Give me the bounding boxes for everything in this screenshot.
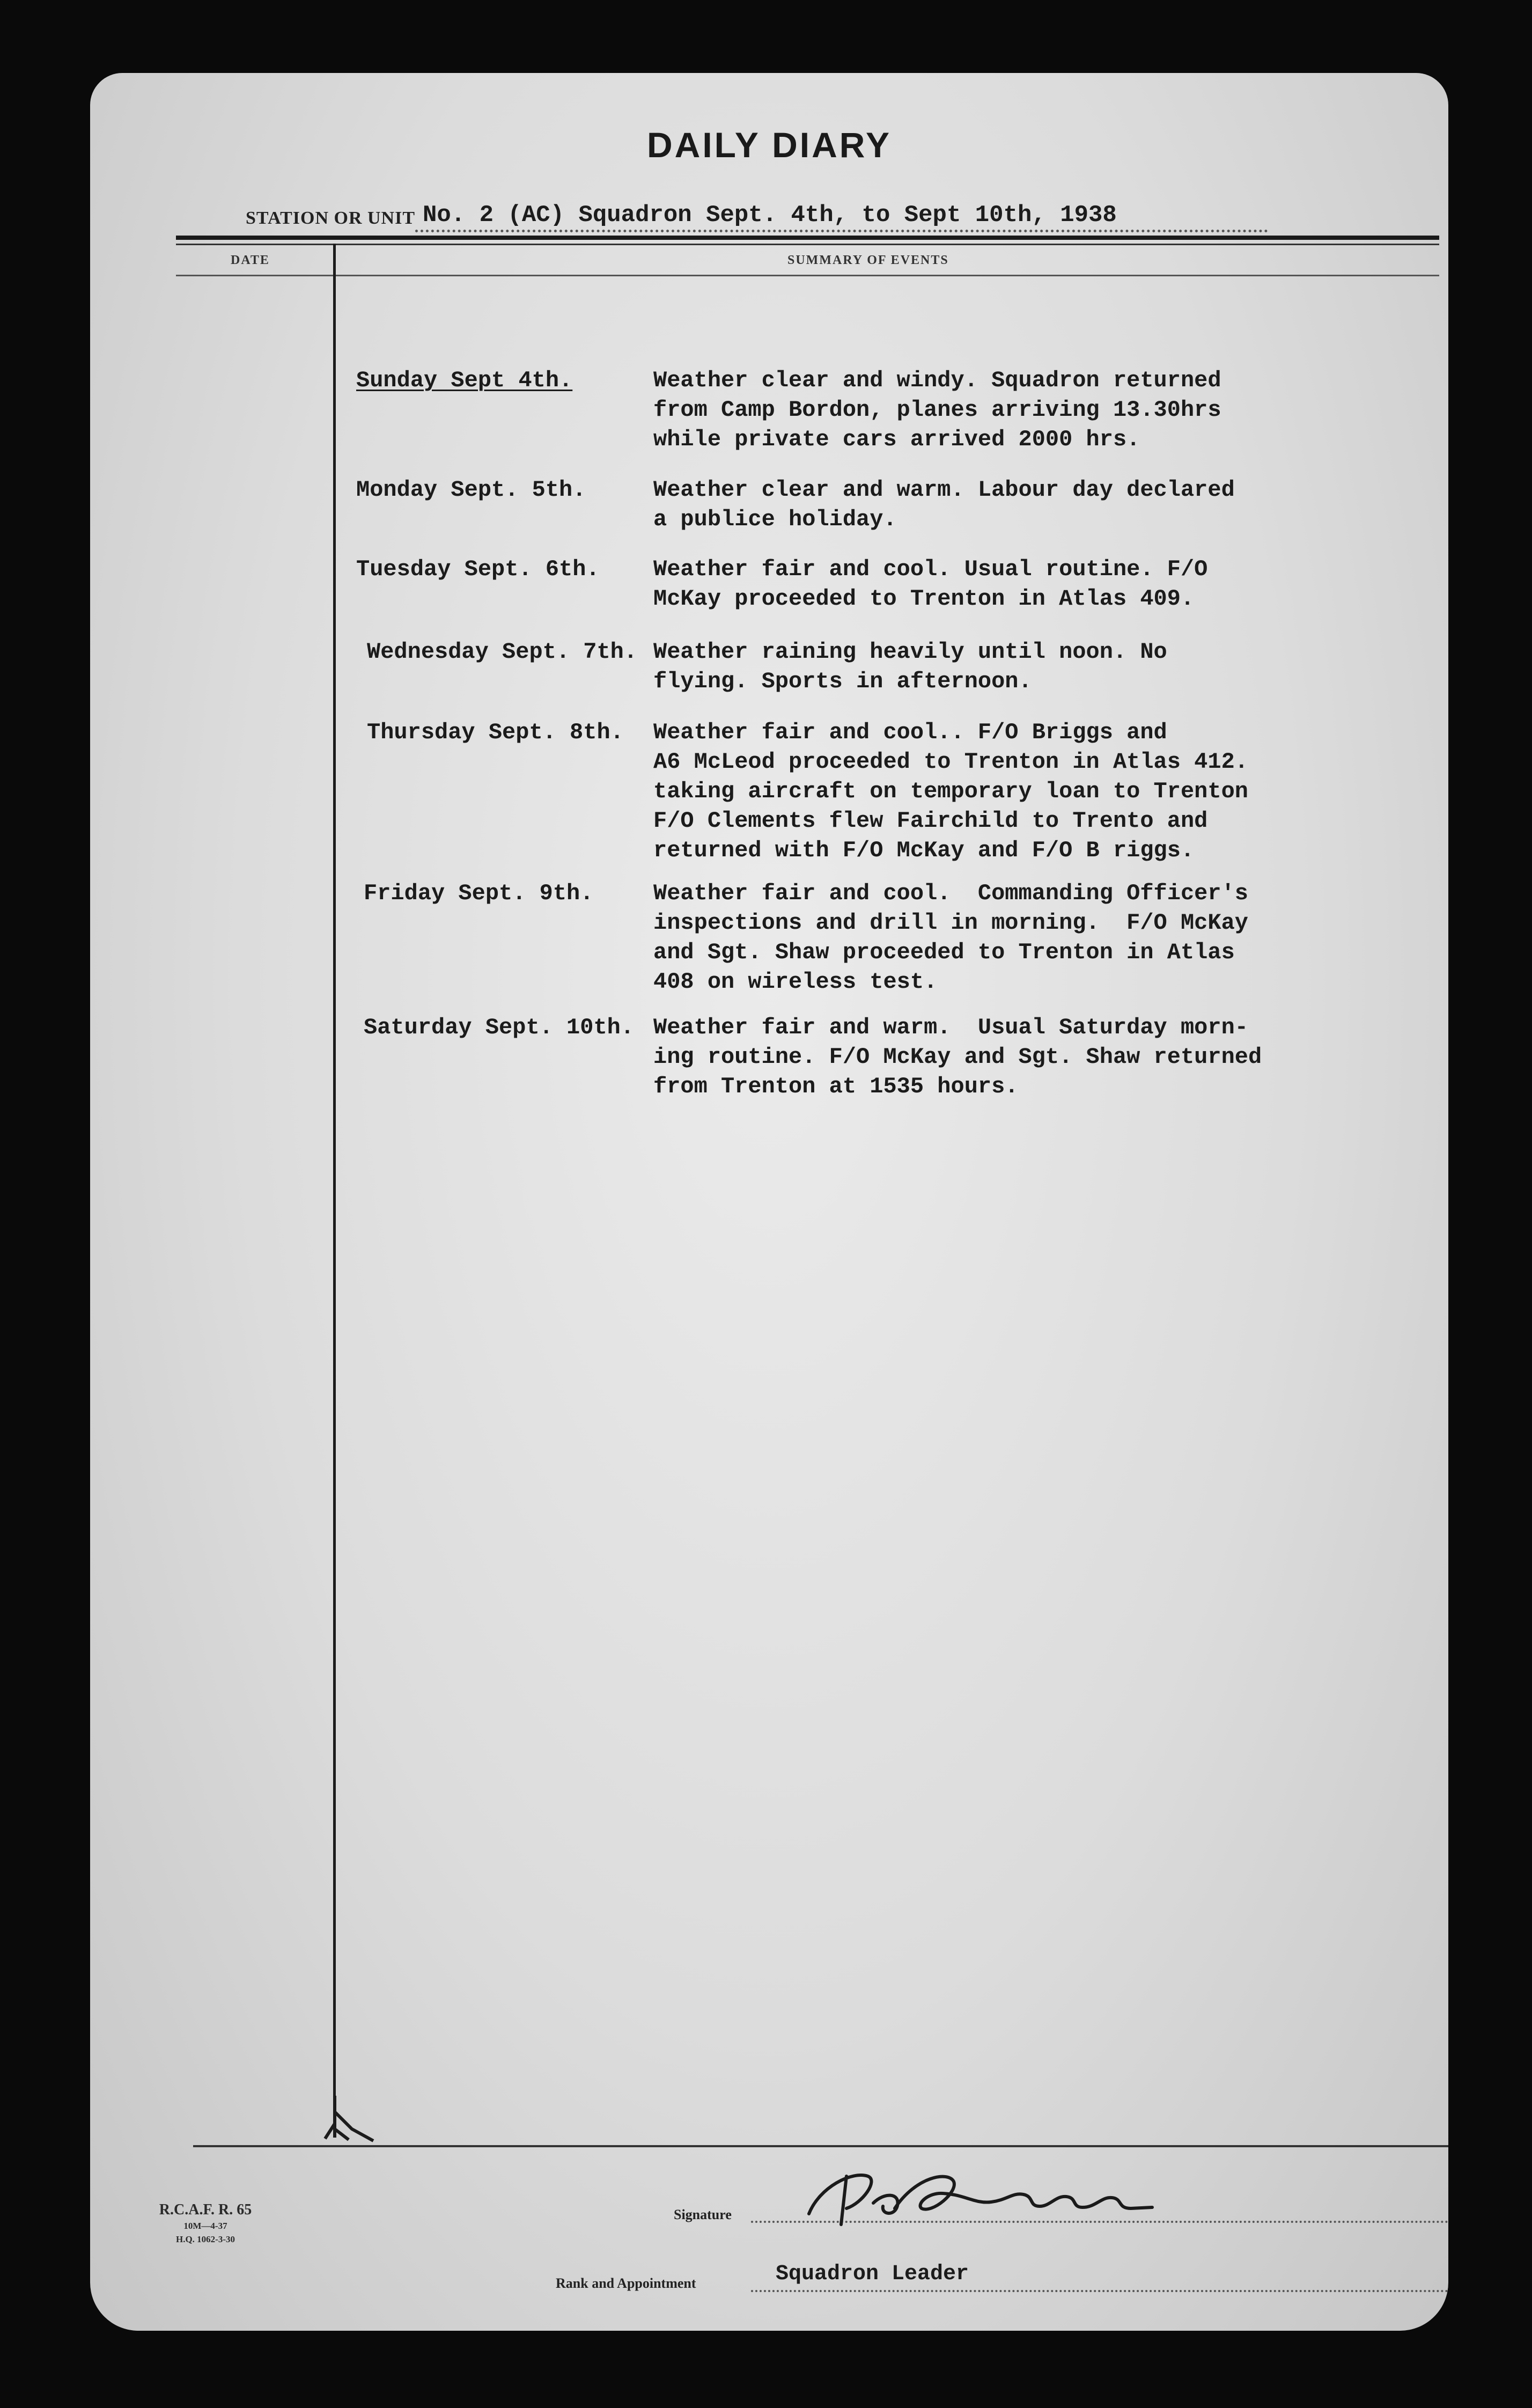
handwritten-signature <box>787 2155 1174 2235</box>
entry-date: Wednesday Sept. 7th. <box>367 639 638 665</box>
entry-date: Monday Sept. 5th. <box>356 477 586 503</box>
entry-date: Saturday Sept. 10th. <box>364 1015 635 1040</box>
print-code: 10M—4-37 <box>183 2221 227 2231</box>
diary-sheet <box>90 73 1448 2331</box>
column-header-date: DATE <box>231 253 270 267</box>
entry-summary: Weather clear and warm. Labour day declared a publice holiday. <box>653 477 1235 532</box>
entry-date: Sunday Sept 4th. <box>356 368 573 393</box>
column-header-rule <box>176 275 1439 276</box>
form-identifier <box>144 2201 267 2246</box>
entry-summary: Weather fair and warm. Usual Saturday morn- ing routine. F/O McKay and Sgt. Shaw returned from Trenton at 1535 hours. <box>653 1015 1262 1099</box>
entry-summary: Weather raining heavily until noon. No flying. Sports in afternoon. <box>653 639 1167 694</box>
entry-summary: Weather clear and windy. Squadron returned from Camp Bordon, planes arriving 13.30hrs while private cars arrived 2000 hrs. <box>653 368 1221 452</box>
rank-line <box>751 2290 1448 2292</box>
station-label: STATION OR UNIT <box>246 208 416 228</box>
station-value: No. 2 (AC) Squadron Sept. 4th, to Sept 10th, 1938 <box>423 202 1117 229</box>
entry-summary: Weather fair and cool. Commanding Officer's inspections and drill in morning. F/O McKay and Sgt. Shaw proceeded to Trenton in Atlas 408 on wireless test. <box>653 880 1248 995</box>
entry-date: Friday Sept. 9th. <box>364 880 594 906</box>
signature-label: Signature <box>674 2207 732 2222</box>
entry-summary: Weather fair and cool. Usual routine. F/O McKay proceeded to Trenton in Atlas 409. <box>653 556 1208 612</box>
column-header-summary: SUMMARY OF EVENTS <box>787 253 949 267</box>
header-rule-thin <box>176 244 1439 245</box>
station-row <box>246 202 1448 234</box>
hq-code: H.Q. 1062-3-30 <box>175 2234 235 2244</box>
form-number: R.C.A.F. R. 65 <box>159 2201 252 2218</box>
entry-summary: Weather fair and cool.. F/O Briggs and A6 McLeod proceeded to Trenton in Atlas 412. taking aircraft on temporary loan to Trenton F/O Clements flew Fairchild to Trento and returned with F/O McKay and F/O B riggs. <box>653 720 1248 863</box>
page-title: DAILY DIARY <box>647 125 892 165</box>
header-rule <box>176 236 1439 240</box>
entry-date: Tuesday Sept. 6th. <box>356 556 600 582</box>
entry-date: Thursday Sept. 8th. <box>367 720 624 745</box>
rank-value: Squadron Leader <box>776 2262 969 2286</box>
rank-label: Rank and Appointment <box>556 2275 696 2291</box>
column-divider <box>333 244 336 2138</box>
footer-rule <box>193 2145 1448 2147</box>
divider-ink-mark <box>314 2096 379 2144</box>
